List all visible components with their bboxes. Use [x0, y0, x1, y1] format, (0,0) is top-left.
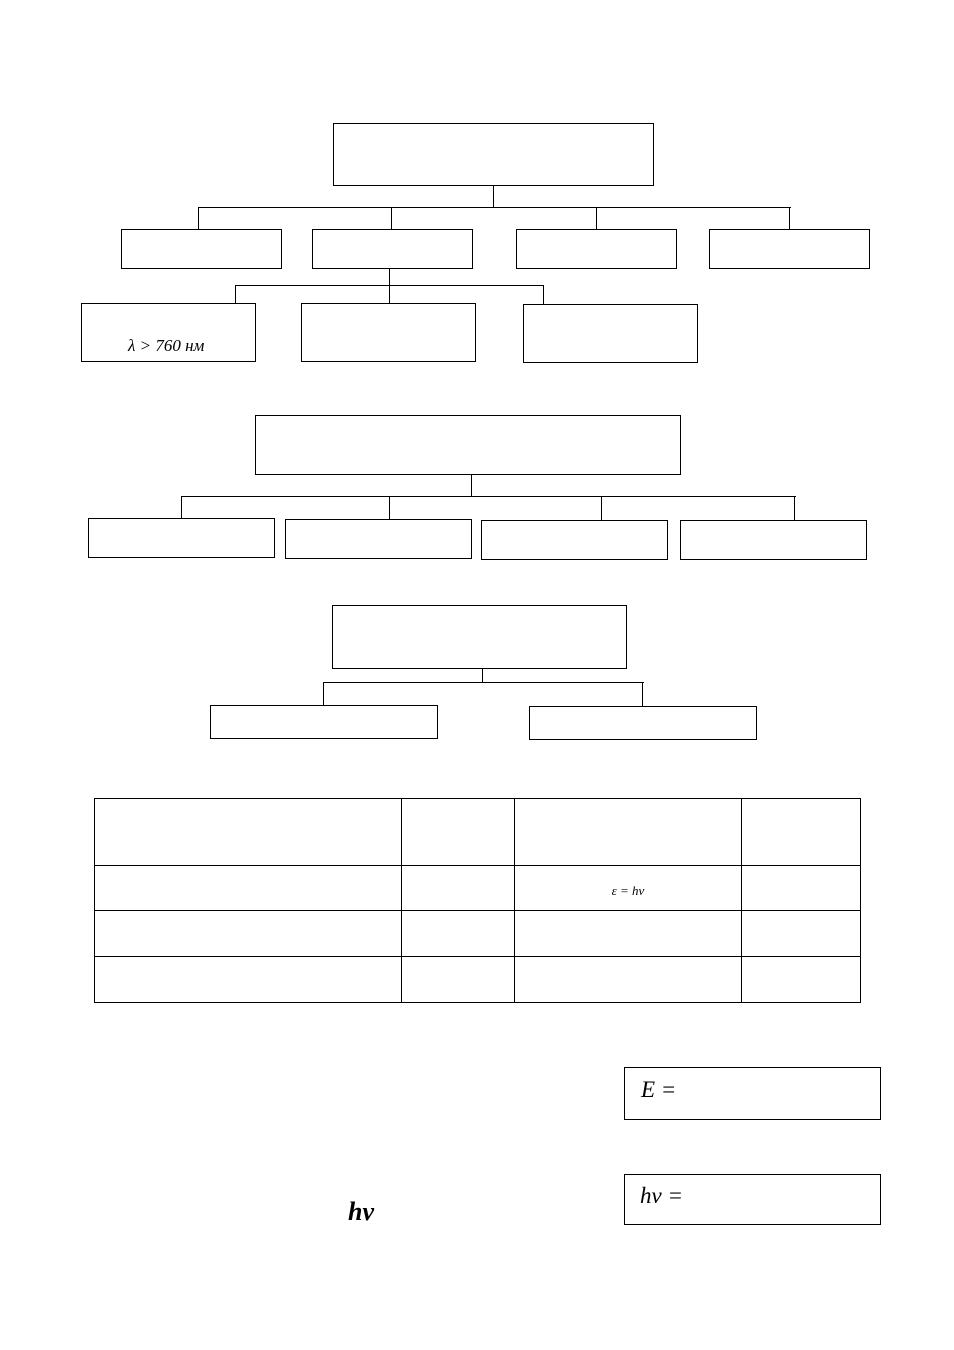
table-cell	[515, 866, 742, 911]
table-cell	[95, 957, 402, 1003]
wavelength-label: λ > 760 нм	[128, 336, 205, 355]
table-cell	[515, 957, 742, 1003]
connector	[794, 496, 795, 521]
diagram2-child-box	[481, 520, 668, 560]
table-row	[95, 799, 861, 866]
diagram1-child-box	[709, 229, 870, 269]
connector	[389, 269, 390, 286]
diagram1-grandchild-box	[301, 303, 476, 362]
connector	[181, 496, 796, 497]
table-cell	[95, 866, 402, 911]
connector	[389, 496, 390, 520]
connector	[235, 285, 236, 304]
connector	[596, 207, 597, 230]
connector	[543, 285, 544, 304]
connector	[181, 496, 182, 519]
infrared-box	[81, 303, 256, 362]
table-cell	[742, 911, 861, 957]
connector	[482, 669, 483, 683]
connector	[198, 207, 199, 230]
photon-symbol: hν	[348, 1197, 374, 1226]
table-cell	[402, 866, 515, 911]
connector	[642, 682, 643, 707]
energy-box	[624, 1067, 881, 1120]
connector	[391, 207, 392, 230]
diagram2-child-box	[285, 519, 472, 559]
photon-energy-box	[624, 1174, 881, 1225]
connector	[601, 496, 602, 521]
table-cell	[402, 911, 515, 957]
diagram1-root-box	[333, 123, 654, 186]
diagram2-child-box	[680, 520, 867, 560]
table-cell	[515, 799, 742, 866]
energy-label: E =	[641, 1077, 677, 1102]
connector	[198, 207, 791, 208]
table-row	[95, 866, 861, 911]
table-cell	[402, 799, 515, 866]
photon-label: hν =	[640, 1183, 683, 1208]
energy-formula: ε = hν	[611, 883, 645, 898]
table-row	[95, 911, 861, 957]
diagram1-grandchild-box	[523, 304, 698, 363]
table-cell	[742, 799, 861, 866]
connector	[789, 207, 790, 230]
table-cell	[515, 911, 742, 957]
table-row	[95, 957, 861, 1003]
radiation-table	[94, 798, 861, 1003]
connector	[323, 682, 644, 683]
diagram3-root-box	[332, 605, 627, 669]
table-cell	[742, 866, 861, 911]
diagram3-child-box	[529, 706, 757, 740]
table-cell	[402, 957, 515, 1003]
diagram1-child-box	[121, 229, 282, 269]
diagram2-root-box	[255, 415, 681, 475]
diagram2-child-box	[88, 518, 275, 558]
diagram1-child-box	[516, 229, 677, 269]
table-cell	[742, 957, 861, 1003]
connector	[323, 682, 324, 706]
connector	[389, 285, 390, 304]
connector	[493, 186, 494, 208]
table-cell	[95, 799, 402, 866]
diagram1-child-box	[312, 229, 473, 269]
diagram3-child-box	[210, 705, 438, 739]
table-cell	[95, 911, 402, 957]
connector	[471, 475, 472, 497]
